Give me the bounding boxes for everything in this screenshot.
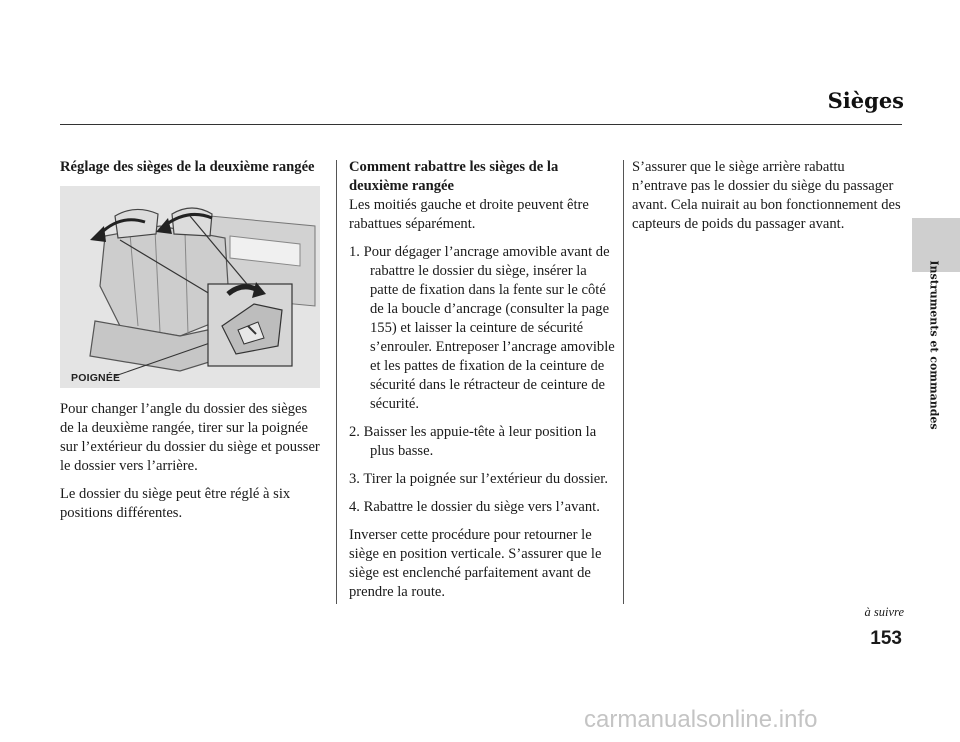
paragraph: Les moitiés gauche et droite peuvent être rabattues séparément. [349, 197, 589, 232]
paragraph: Pour changer l’angle du dossier des sièges de la deuxième rangée, tirer sur la poignée sur l’extérieur du dossier du siège et pousser le dossier vers l’arrière. [60, 401, 320, 474]
continued-label: à suivre [864, 605, 904, 619]
page-number: 153 [870, 628, 902, 649]
column-divider-1 [336, 160, 337, 604]
list-item-step-3: 3. Tirer la poignée sur l’extérieur du dossier. [349, 471, 608, 487]
seat-drawing [60, 186, 320, 388]
column-1 [60, 158, 324, 532]
header-rule [60, 124, 902, 125]
list-item-step-2: 2. Baisser les appuie-tête à leur position la plus basse. [349, 424, 597, 459]
list-item-step-1: 1. Pour dégager l’ancrage amovible avant de rabattre le dossier du siège, insérer la patte de fixation dans la fente sur le côté de la boucle d’ancrage (consulter la page 155) et laisser la ceinture de sécurité s’enrouler. Entreposer l’ancrage amovible et les pattes de fixation de la ceinture de sécurité dans le rétracteur de ceinture de sécurité. [349, 244, 615, 412]
section-heading-fold: Comment rabattre les sièges de la deuxième rangée [349, 159, 559, 194]
seat-illustration [60, 186, 320, 388]
side-tab-label: Instruments et commandes [927, 260, 941, 430]
column-3 [632, 158, 902, 243]
list-item-step-4: 4. Rabattre le dossier du siège vers l’avant. [349, 499, 600, 515]
page-title: Sièges [827, 88, 904, 113]
watermark: carmanualsonline.info [584, 706, 818, 733]
paragraph: S’assurer que le siège arrière rabattu n’entrave pas le dossier du siège du passager avant. Cela nuirait au bon fonctionnement des capteurs de poids du passager avant. [632, 159, 901, 232]
figure-label-handle: POIGNÉE [71, 372, 121, 384]
paragraph: Le dossier du siège peut être réglé à six positions différentes. [60, 486, 291, 521]
column-divider-2 [623, 160, 624, 604]
column-2 [349, 158, 615, 611]
paragraph: Inverser cette procédure pour retourner le siège en position verticale. S’assurer que le siège est enclenché parfaitement avant de prendre la route. [349, 527, 602, 600]
section-heading-adjust: Réglage des sièges de la deuxième rangée [60, 159, 315, 175]
